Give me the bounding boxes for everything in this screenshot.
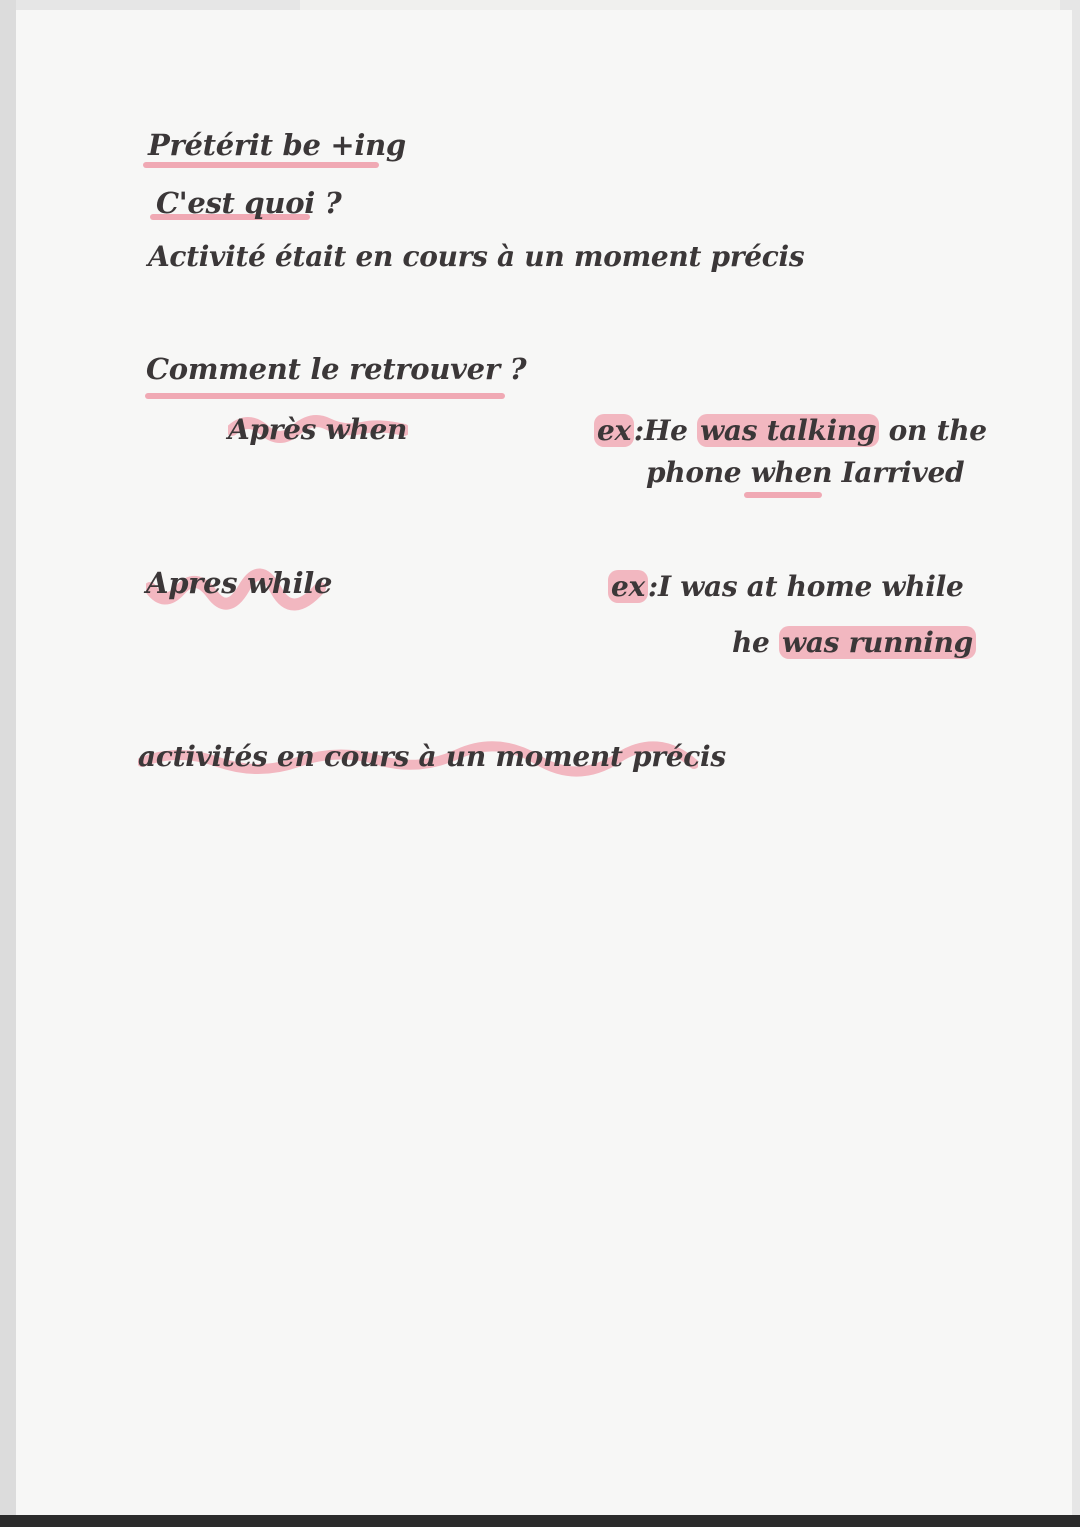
example-text: phone (646, 456, 751, 489)
when-example-line-2 (646, 456, 964, 489)
example-text: :I was at home while (647, 570, 964, 603)
example-prefix: ex (608, 570, 648, 603)
scan-bottom-edge (0, 1515, 1080, 1527)
question-2: Comment le retrouver ? (146, 352, 527, 386)
when-word-underline (744, 492, 822, 498)
summary-text: activités en cours à un moment précis (138, 740, 726, 773)
highlighted-verb: was talking (697, 414, 879, 447)
example-text: :He (633, 414, 698, 447)
underlined-when: when (750, 456, 833, 489)
rule-when-label: Après when (228, 413, 408, 446)
example-prefix: ex (594, 414, 634, 447)
question-2-underline (145, 393, 505, 399)
while-example-line-1 (608, 570, 963, 603)
rule-while-label: Apres while (146, 566, 333, 600)
example-text: he (732, 626, 780, 659)
highlighted-verb: was running (779, 626, 976, 659)
scan-left-margin (0, 0, 16, 1527)
scan-top-edge (300, 0, 1060, 10)
when-example-line-1 (594, 414, 987, 447)
example-text: Iarrived (832, 456, 965, 489)
note-title: Prétérit be +ing (148, 128, 406, 162)
while-example-line-2 (732, 626, 976, 659)
example-text: on the (879, 414, 987, 447)
question-1: C'est quoi ? (156, 186, 342, 220)
title-underline (143, 162, 379, 168)
definition-text: Activité était en cours à un moment précis (148, 240, 805, 273)
